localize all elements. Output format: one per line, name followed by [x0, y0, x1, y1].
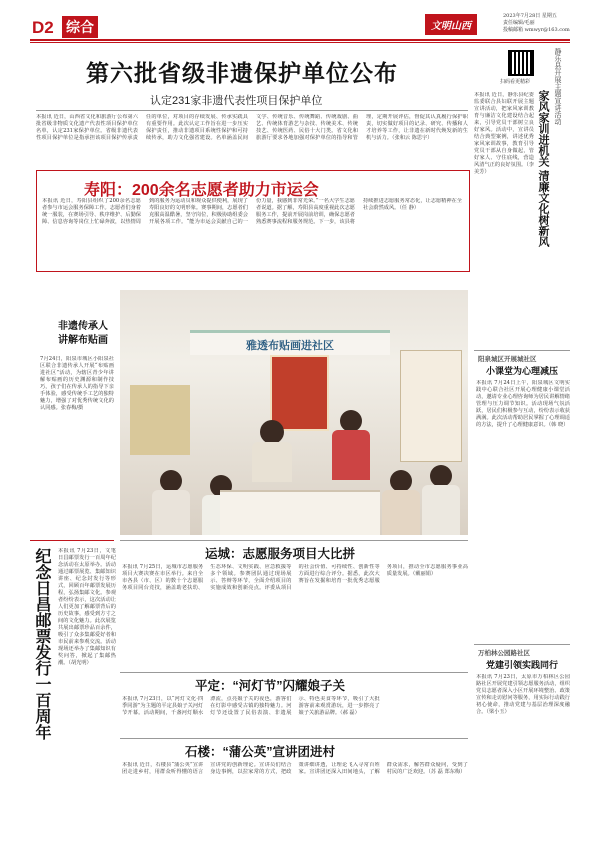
- right-body-2: 本报讯 7月24日上午，阳泉城区文明实践中心联合社区开展心理健康小课堂活动，邀请专业心理咨询师为居民讲解情绪管理与压力调节知识。活动现场气氛活跃，居民们积极参与互动，纷纷表示收获满满。此次活动帮助居民掌握了心理调适的方法，提升了心理健康意识。（韩 晓）: [476, 380, 570, 428]
- person-head: [390, 470, 412, 492]
- person-body: [332, 430, 370, 480]
- section-number: D2: [32, 18, 54, 37]
- display-panel: [400, 350, 462, 462]
- divider: [36, 110, 468, 111]
- divider: [120, 672, 468, 673]
- article-body: 本报讯 7月23日，以“河灯文化·四季同游”为主题的平定县娘子关河灯节开幕。活动期间，千盏河灯顺水漂流，点亮娘子关的夜色，游客们在灯影中感受古镇的独特魅力。河灯节还设置了民俗表演、非遗展示、特色美食等环节，吸引了大批游客前来观赏游玩，进一步擦亮了娘子关旅游品牌。（郝 磊）: [122, 696, 380, 716]
- anniversary-title: 纪念日昌邮票发行一百周年: [33, 548, 50, 740]
- lead-subheadline: 认定231家非遗代表性项目保护单位: [150, 95, 323, 107]
- right-headline-3: 党建引领实践同行: [486, 660, 559, 670]
- article-title: 平定：“河灯节”闪耀娘子关: [195, 679, 346, 693]
- divider: [120, 540, 468, 541]
- paper-logo: 文明山西: [425, 14, 477, 35]
- right-headline-2: 小课堂为心理减压: [486, 366, 559, 376]
- masthead-rule-thin: [30, 42, 570, 43]
- article-title: 石楼：“蒲公英”宣讲团进村: [185, 745, 336, 759]
- photo-title-line2: 讲解布贴画: [58, 335, 108, 346]
- divider: [474, 644, 570, 645]
- person-head: [430, 465, 452, 487]
- divider: [30, 540, 114, 541]
- masthead-rule: [30, 39, 570, 41]
- issue-editor: 责任编辑/毛丽: [503, 20, 535, 26]
- person-body: [252, 442, 292, 482]
- feature-body: 本报讯 近日，寿阳县组织了200余名志愿者参与市运会服务保障工作。志愿者们身着统一服装，在赛场引导、秩序维护、后勤保障、信息咨询等岗位上忙碌奔波，以热情周到的服务为运动员和观众提供便利，展现了寿阳良好的文明形象。赛事期间，志愿者们克服高温酷暑，坚守岗位，积极协助组委会开展各项工作。“能为市运会贡献自己的一份力量，我感到非常光荣。”一名大学生志愿者说道。据了解，寿阳县高度重视此次志愿服务工作，提前开展岗前培训，确保志愿者熟悉赛事流程和服务规范。下一步，该县将持续推进志愿服务常态化，让志愿精神在全社会蔚然成风。（任 静）: [42, 198, 462, 225]
- person-body: [152, 490, 190, 535]
- person-head: [160, 470, 182, 492]
- person-head: [340, 410, 362, 432]
- section-name: 综合: [62, 16, 98, 38]
- photo-title: [58, 320, 108, 348]
- lead-headline: 第六批省级非遗保护单位公布: [86, 60, 398, 86]
- divider: [474, 350, 570, 351]
- photo-banner-text: 雅透布贴画进社区: [246, 340, 334, 352]
- issue-info: [503, 13, 570, 34]
- photo-caption: 7月24日，阳泉市城区小阳泉社区联合非遗传承人开展“布贴画进社区”活动，为辖区青少年讲解布贴画的历史渊源和制作技巧，孩子们在传承人的指导下亲手体验，感受传统手工艺的独特魅力，增强了对优秀传统文化的认同感。张春梅/摄: [40, 356, 114, 411]
- display-panel: [130, 385, 190, 455]
- photo-banner: [190, 330, 390, 355]
- photo-title-line1: 非遗传承人: [58, 321, 108, 332]
- article-body: 本报讯 近日，石楼县“蒲公英”宣讲团走进乡村，用群众听得懂的语言宣讲党的创新理论。宣讲员们结合身边事例，以拉家常的方式，把政策讲细讲透，让理论飞入寻常百姓家。宣讲团还深入田间地头，了解群众需求，解答群众疑问，受到了村民的广泛欢迎。（苏 磊 郑东梅）: [122, 762, 468, 775]
- qr-caption: 扫码看更精彩: [500, 79, 531, 85]
- right-kicker: 静乐县开展主题宣讲活动: [554, 48, 561, 125]
- right-kicker-2: 阳泉城区开展城社区: [478, 356, 537, 363]
- right-body-3: 本报讯 7月23日，太原市万柏林区公园路社区开展党建引领志愿服务活动，组织党员志愿者深入小区开展环境整治、政策宣传和走访慰问等服务，用实际行动践行初心使命，推动党建与基层治理深度融合。（梁小玉）: [476, 674, 570, 715]
- feature-title: 寿阳：200余名志愿者助力市运会: [84, 182, 319, 199]
- event-photo: [120, 290, 468, 535]
- divider: [120, 738, 468, 739]
- article-title: 运城：志愿服务项目大比拼: [205, 547, 356, 561]
- right-kicker-3: 万柏林公园路社区: [478, 650, 530, 657]
- craft-board: [270, 355, 329, 431]
- table: [220, 490, 380, 535]
- lead-body: 本报讯 近日，山西省文化和旅游厅公布第六批省级非物质文化遗产代表性项目保护单位名单，认定231家保护单位。省级非遗代表性项目保护单位是指承担该项目保护传承责任的单位，对项目的存续发展、传承实践具有重要作用。此次认定工作旨在进一步压实保护责任，推动非遗项目系统性保护和可持续传承，助力文化强省建设。名单涵盖民间文学、传统音乐、传统舞蹈、传统戏剧、曲艺、传统体育游艺与杂技、传统美术、传统技艺、传统医药、民俗十大门类。省文化和旅游厅要求各地加强对保护单位的指导和管理，定期开展评估，督促其认真履行保护职责，切实做好项目的记录、研究、传播和人才培养等工作，让非遗在新时代焕发新的生机与活力。（张和云 陈思宇）: [36, 114, 468, 141]
- anniversary-body: 本报讯 7月23日，文笔日昌邮票发行一百周年纪念活动在太原举办。活动通过邮票展览、集邮知识讲座、纪念封发行等形式，回顾百年邮票发展历程，弘扬集邮文化。参观者纷纷表示，这次活动让人们更加了解邮票背后的历史故事，感受到方寸之间的文化魅力。此次展览共展出邮票珍品百余件，吸引了众多集邮爱好者和市民前来参观交流。活动现场还举办了集邮知识有奖问答，掀起了集邮热潮。（胡光明）: [58, 548, 116, 666]
- person-head: [260, 420, 284, 444]
- person-body: [422, 485, 460, 535]
- issue-date: 2023年7月28日 星期五: [503, 13, 557, 19]
- issue-contact: 投稿邮箱 wmwyr@163.com: [503, 27, 570, 33]
- right-body-1: 本报讯 近日，静乐县纪委监委联合县妇联开展主题宣讲活动，把家风家训教育与廉洁文化建设结合起来，引导党员干部树立良好家风。活动中，宣讲员结合典型案例，讲述优秀家风家训故事，教育引导党员干部从自身做起，管好家人、守住底线，营造风清气正的良好氛围。（李美芳）: [474, 92, 534, 175]
- right-headline: 家风家训进机关 清廉文化树新风: [537, 90, 549, 248]
- qr-code: [508, 50, 534, 76]
- person-body: [382, 490, 420, 535]
- article-body: 本报讯 7月25日，运城市志愿服务项目大赛决赛在市区举行。来自全市各县（市、区）的数十个志愿服务项目同台竞技，涵盖助老扶幼、生态环保、文明实践、应急救援等多个领域。参赛团队通过现场展示、答辩等环节，全面介绍项目的实施成效和创新亮点。评委从项目的社会价值、可持续性、创新性等方面进行综合评分。据悉，此次大赛旨在发掘和培育一批优秀志愿服务项目，推动全市志愿服务事业高质量发展。（戴丽娟）: [122, 564, 468, 591]
